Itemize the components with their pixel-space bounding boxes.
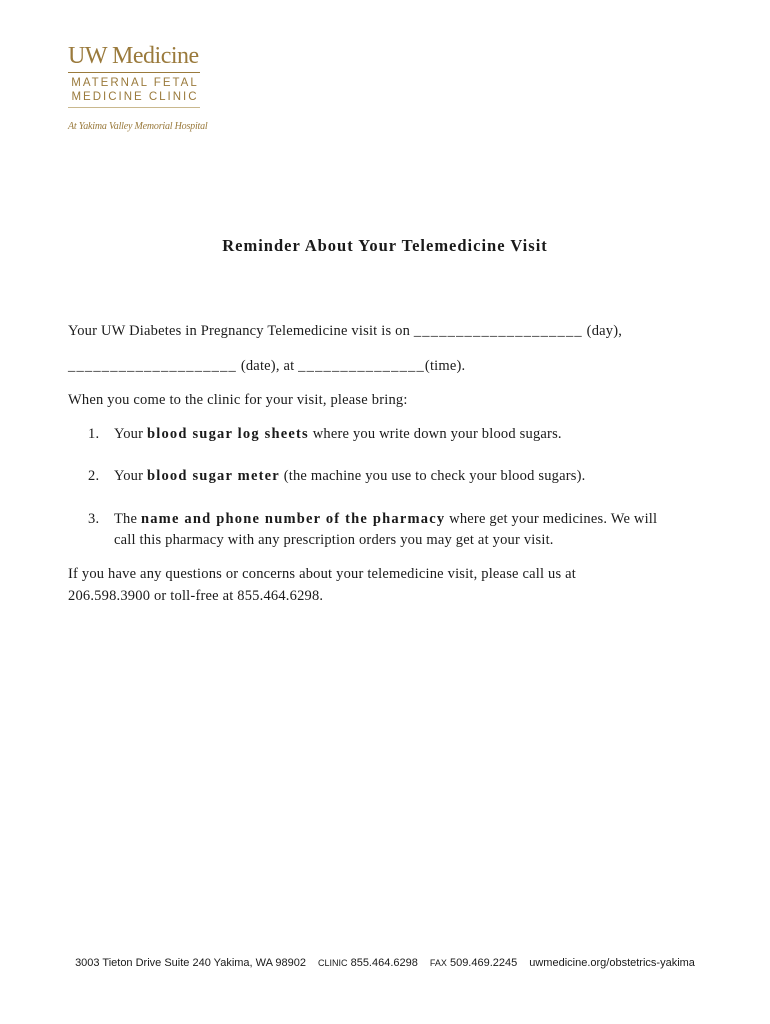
footer-address: 3003 Tieton Drive Suite 240 Yakima, WA 98902 <box>75 957 306 969</box>
visit-day-line <box>68 323 622 340</box>
clinic-phone: 855.464.6298 <box>350 957 418 969</box>
list-emphasis: blood sugar log sheets <box>146 426 309 442</box>
closing-line2: 206.598.3900 or toll-free at 855.464.6298. <box>68 588 324 604</box>
list-text: (the machine you use to check your blood sugars). <box>279 468 586 484</box>
visit-intro-text: Your UW Diabetes in Pregnancy Telemedicine visit is on <box>68 323 414 339</box>
fax-label: FAX <box>429 958 447 968</box>
list-number: 1. <box>88 426 100 442</box>
time-blank: _______________ <box>298 358 425 374</box>
fax-phone: 509.469.2245 <box>449 957 518 969</box>
clinic-logo <box>68 42 202 108</box>
footer-website: uwmedicine.org/obstetrics-yakima <box>529 957 695 969</box>
logo-divider <box>68 72 200 73</box>
time-label: (time). <box>424 358 466 374</box>
closing-line1: If you have any questions or concerns about your telemedicine visit, please call us at <box>68 566 577 582</box>
day-label: (day), <box>582 323 623 339</box>
list-emphasis: blood sugar meter <box>146 468 280 484</box>
list-item <box>88 468 585 485</box>
list-item <box>88 511 657 528</box>
logo-subtitle-line1: MATERNAL FETAL <box>71 77 199 89</box>
date-blank: ____________________ <box>68 358 237 374</box>
logo-divider-bottom <box>68 107 200 108</box>
list-text: Your <box>114 426 147 442</box>
day-blank: ____________________ <box>413 323 583 339</box>
logo-tagline: At Yakima Valley Memorial Hospital <box>68 121 208 132</box>
list-emphasis: name and phone number of the pharmacy <box>140 511 446 527</box>
list-text: where you write down your blood sugars. <box>308 426 562 442</box>
list-number: 3. <box>88 511 100 527</box>
list-item-continuation: call this pharmacy with any prescription orders you may get at your visit. <box>114 532 554 548</box>
footer <box>0 957 770 969</box>
date-label: (date), at <box>237 358 299 374</box>
clinic-label: CLINIC <box>318 958 348 968</box>
list-text: The <box>114 511 141 527</box>
list-item <box>88 426 562 443</box>
list-text: where get your medicines. We will <box>445 511 658 527</box>
bring-intro: When you come to the clinic for your visit, please bring: <box>68 392 408 408</box>
list-number: 2. <box>88 468 100 484</box>
logo-subtitle-line2: MEDICINE CLINIC <box>71 91 199 103</box>
logo-name: UW Medicine <box>68 43 199 69</box>
visit-date-time-line <box>68 358 465 375</box>
list-text: Your <box>114 468 147 484</box>
page-title: Reminder About Your Telemedicine Visit <box>222 236 548 255</box>
